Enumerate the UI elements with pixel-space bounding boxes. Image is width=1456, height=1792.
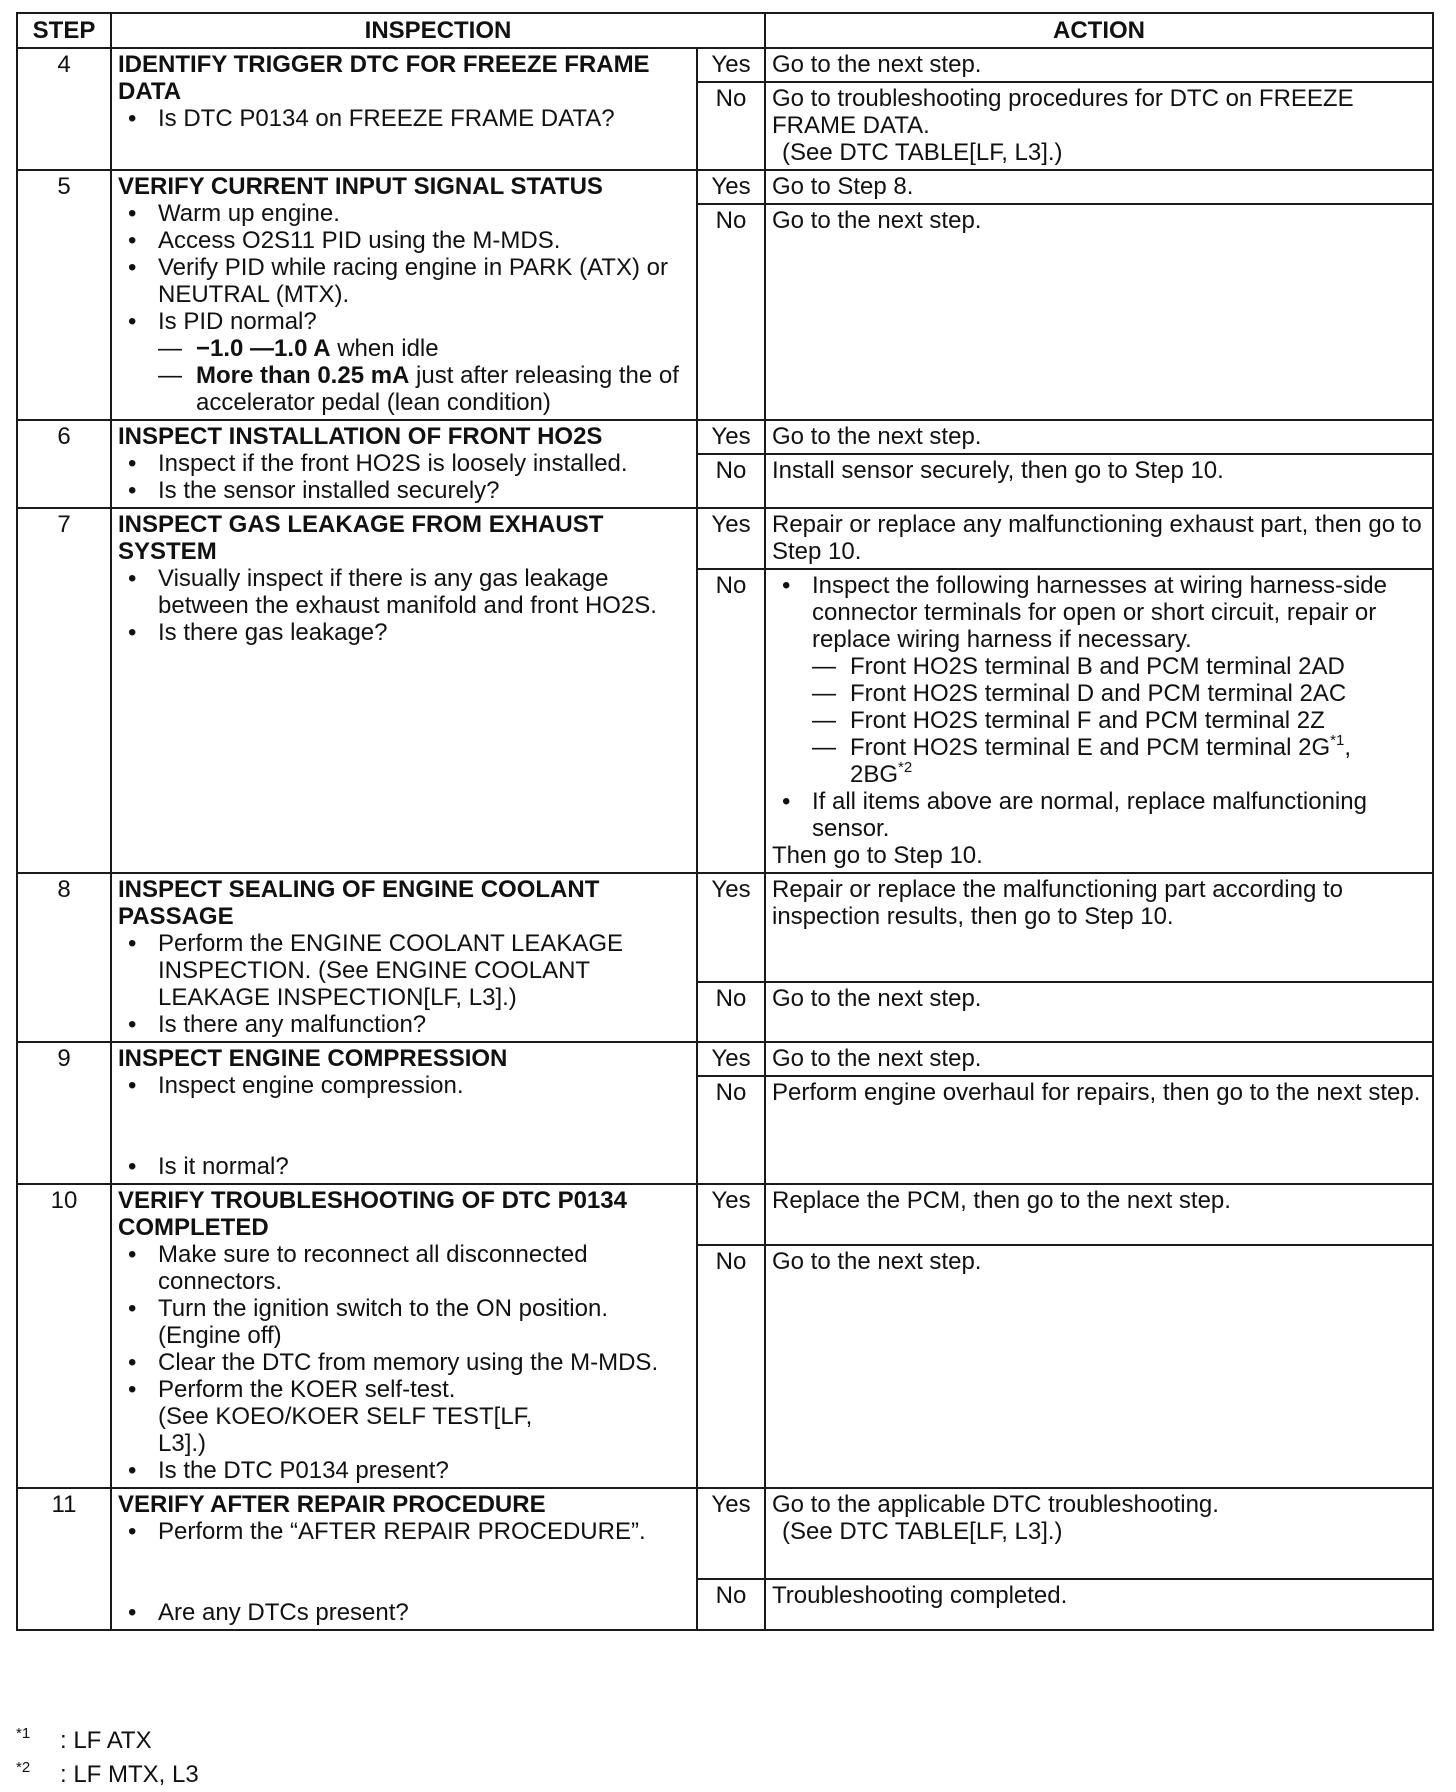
inspection-list [118, 450, 690, 504]
inspection-list [118, 200, 690, 416]
inspection-list [118, 105, 690, 132]
yes-action: Repair or replace the malfunctioning part according to inspection results, then go to Step 10. [765, 873, 1433, 982]
no-action: Perform engine overhaul for repairs, then go to the next step. [765, 1076, 1433, 1184]
list-item [118, 1376, 690, 1457]
yes-label: Yes [697, 1184, 765, 1245]
list-item: • Inspect engine compression. [118, 1072, 690, 1099]
no-action [765, 569, 1433, 873]
no-action: Install sensor securely, then go to Step 10. [765, 454, 1433, 508]
table-row [17, 170, 1433, 204]
inspection-list [118, 930, 690, 1038]
list-item: • Verify PID while racing engine in PARK (ATX) or NEUTRAL (MTX). [118, 254, 690, 308]
inspection-list [118, 1241, 690, 1484]
step-number: 11 [17, 1488, 111, 1630]
yes-action: Go to the next step. [765, 48, 1433, 82]
step-number: 7 [17, 508, 111, 873]
no-label: No [697, 1579, 765, 1630]
inspection-list [118, 1072, 690, 1180]
no-label: No [697, 1245, 765, 1488]
yes-action: Repair or replace any malfunctioning exhaust part, then go to Step 10. [765, 508, 1433, 569]
list-item: • Is it normal? [118, 1153, 690, 1180]
table-row [17, 508, 1433, 569]
harness-item: — Front HO2S terminal F and PCM terminal 2Z [812, 707, 1426, 734]
action-text: Go to troubleshooting procedures for DTC on FREEZE FRAME DATA. [772, 85, 1354, 139]
table-row [17, 1042, 1433, 1076]
yes-action: Replace the PCM, then go to the next step. [765, 1184, 1433, 1245]
list-item: • Inspect if the front HO2S is loosely installed. [118, 450, 690, 477]
action-reference: (See DTC TABLE[LF, L3].) [782, 1518, 1063, 1545]
no-label: No [697, 569, 765, 873]
harness-item: — Front HO2S terminal D and PCM terminal 2AC [812, 680, 1426, 707]
no-action: Go to the next step. [765, 1245, 1433, 1488]
inspection-cell [111, 1042, 697, 1184]
no-action: Go to the next step. [765, 982, 1433, 1042]
list-item: • Is there any malfunction? [118, 1011, 690, 1038]
table-row [17, 420, 1433, 454]
harness-item-text: Front HO2S terminal E and PCM terminal 2G [850, 734, 1331, 761]
spec-item [158, 362, 690, 416]
action-reference: (See DTC TABLE[LF, L3].) [782, 139, 1063, 166]
header-step: STEP [17, 13, 111, 48]
table-row [17, 1184, 1433, 1245]
footnote-text: : LF ATX [60, 1727, 152, 1754]
inspection-cell [111, 873, 697, 1042]
no-action: Troubleshooting completed. [765, 1579, 1433, 1630]
inspection-heading: INSPECT GAS LEAKAGE FROM EXHAUST SYSTEM [118, 511, 604, 565]
yes-action: Go to the next step. [765, 420, 1433, 454]
table-header-row [17, 13, 1433, 48]
harness-item: — Front HO2S terminal B and PCM terminal 2AD [812, 653, 1426, 680]
step-number: 10 [17, 1184, 111, 1488]
inspection-heading: INSPECT SEALING OF ENGINE COOLANT PASSAGE [118, 876, 600, 930]
list-item: • Turn the ignition switch to the ON position. (Engine off) [118, 1295, 690, 1349]
list-item [118, 308, 690, 416]
list-item: • Perform the “AFTER REPAIR PROCEDURE”. [118, 1518, 690, 1545]
action-text: Then go to Step 10. [772, 842, 983, 869]
no-label: No [697, 982, 765, 1042]
inspection-cell [111, 1184, 697, 1488]
step-number: 9 [17, 1042, 111, 1184]
step-number: 5 [17, 170, 111, 420]
header-inspection: INSPECTION [111, 13, 765, 48]
harness-item-text: 2BG [850, 761, 899, 788]
spec-value: −1.0 —1.0 A [196, 335, 331, 362]
no-label: No [697, 204, 765, 420]
yes-action [765, 1488, 1433, 1579]
list-item [772, 572, 1426, 788]
list-item: • Make sure to reconnect all disconnected connectors. [118, 1241, 690, 1295]
document-page [16, 12, 1432, 1788]
spec-item [158, 335, 690, 362]
inspection-cell [111, 170, 697, 420]
footnote: $^{*2}$ : LF MTX, L3 [16, 1759, 199, 1788]
list-item: • Are any DTCs present? [118, 1599, 690, 1626]
list-item-reference: (See KOEO/KOER SELF TEST[LF, L3].) [158, 1403, 533, 1457]
inspection-heading: VERIFY AFTER REPAIR PROCEDURE [118, 1491, 546, 1518]
list-item: • Is the DTC P0134 present? [118, 1457, 690, 1484]
step-number: 6 [17, 420, 111, 508]
action-text: Go to the applicable DTC troubleshooting. [772, 1491, 1219, 1518]
spec-value: More than 0.25 mA [196, 362, 410, 389]
action-list [772, 572, 1426, 842]
inspection-heading: INSPECT ENGINE COMPRESSION [118, 1045, 508, 1072]
yes-action: Go to Step 8. [765, 170, 1433, 204]
footnotes [16, 1724, 199, 1792]
list-item: • Is DTC P0134 on FREEZE FRAME DATA? [118, 105, 690, 132]
yes-label: Yes [697, 1488, 765, 1579]
yes-label: Yes [697, 48, 765, 82]
list-item: • If all items above are normal, replace malfunctioning sensor. [772, 788, 1426, 842]
inspection-cell [111, 1488, 697, 1630]
list-item-text: Inspect the following harnesses at wiring harness-side connector terminals for open or short circuit, repair or replace wiring harness if necessary. [812, 572, 1387, 653]
inspection-heading: VERIFY CURRENT INPUT SIGNAL STATUS [118, 173, 603, 200]
no-label: No [697, 82, 765, 170]
yes-action: Go to the next step. [765, 1042, 1433, 1076]
list-item: • Clear the DTC from memory using the M-MDS. [118, 1349, 690, 1376]
footnote-ref: *1 [1330, 732, 1345, 749]
step-number: 4 [17, 48, 111, 170]
list-item: • Visually inspect if there is any gas leakage between the exhaust manifold and front HO2S. [118, 565, 690, 619]
inspection-heading: VERIFY TROUBLESHOOTING OF DTC P0134 COMPLETED [118, 1187, 627, 1241]
inspection-cell [111, 420, 697, 508]
footnote-ref: *2 [898, 759, 913, 776]
step-number: 8 [17, 873, 111, 1042]
yes-label: Yes [697, 873, 765, 982]
no-label: No [697, 454, 765, 508]
table-row [17, 873, 1433, 982]
yes-label: Yes [697, 508, 765, 569]
list-item: • Is the sensor installed securely? [118, 477, 690, 504]
no-action [765, 82, 1433, 170]
table-row [17, 1488, 1433, 1579]
inspection-heading: INSPECT INSTALLATION OF FRONT HO2S [118, 423, 603, 450]
harness-item-text: , [1344, 734, 1352, 761]
list-item: • Perform the ENGINE COOLANT LEAKAGE INSPECTION. (See ENGINE COOLANT LEAKAGE INSPECTION[LF, L3].) [118, 930, 690, 1011]
list-item: • Access O2S11 PID using the M-MDS. [118, 227, 690, 254]
list-item-text: Is PID normal? [158, 308, 317, 335]
inspection-heading: IDENTIFY TRIGGER DTC FOR FREEZE FRAME DATA [118, 51, 650, 105]
no-action: Go to the next step. [765, 204, 1433, 420]
harness-list [812, 653, 1426, 788]
inspection-list [118, 565, 690, 646]
inspection-list [118, 1518, 690, 1626]
spec-text: just after releasing the of accelerator pedal (lean condition) [196, 362, 679, 416]
spec-text: when idle [330, 335, 439, 362]
list-item-text: Perform the KOER self-test. [158, 1376, 456, 1403]
inspection-cell [111, 508, 697, 873]
footnote: $^{*1}$ : LF ATX [16, 1725, 152, 1754]
spec-list [158, 335, 690, 416]
table-row [17, 48, 1433, 82]
yes-label: Yes [697, 1042, 765, 1076]
list-item: • Is there gas leakage? [118, 619, 690, 646]
header-action: ACTION [765, 13, 1433, 48]
yes-label: Yes [697, 420, 765, 454]
list-item: • Warm up engine. [118, 200, 690, 227]
no-label: No [697, 1076, 765, 1184]
troubleshooting-table [16, 12, 1434, 1631]
harness-item [812, 734, 1426, 788]
yes-label: Yes [697, 170, 765, 204]
footnote-text: : LF MTX, L3 [60, 1761, 199, 1788]
inspection-cell [111, 48, 697, 170]
